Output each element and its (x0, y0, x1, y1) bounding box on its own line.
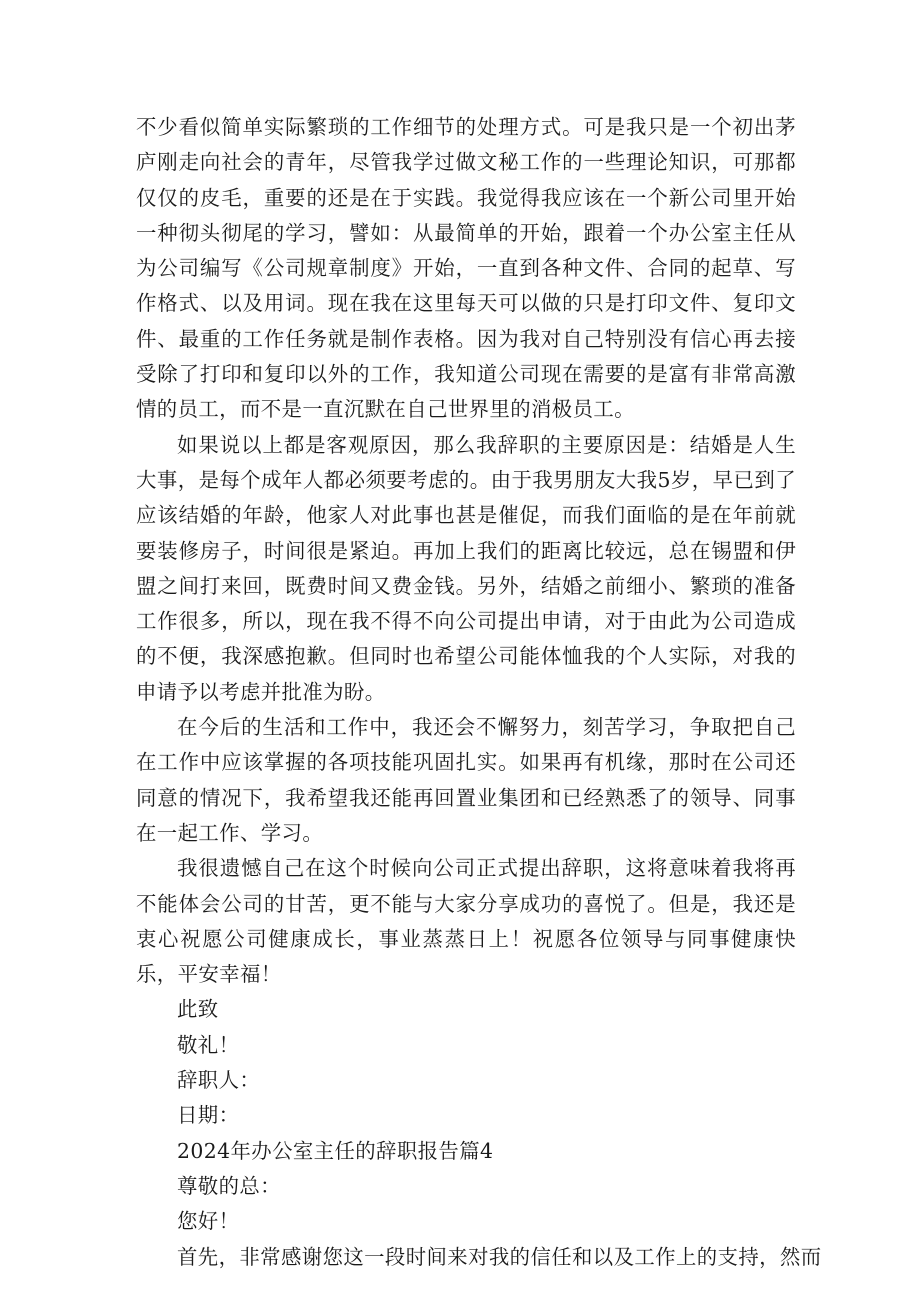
closing-respect: 敬礼！ (177, 1032, 240, 1057)
greeting-addressee: 尊敬的总： (177, 1173, 281, 1198)
paragraph-main-reason: 如果说以上都是客观原因，那么我辞职的主要原因是：结婚是人生大事，是每个成年人都必须要考虑的。由于我男朋友大我5岁，早已到了应该结婚的年龄，他家人对此事也甚是催促，而我们面临的是在年前就要装修房子，时间很是紧迫。再加上我们的距离比较远，总在锡盟和伊盟之间打来回，既费时间又费金钱。另外，结婚之前细小、繁琐的准备工作很多，所以，现在我不得不向公司提出申请，对于由此为公司造成的不便，我深感抱歉。但同时也希望公司能体恤我的个人实际，对我的申请予以考虑并批准为盼。 (136, 432, 796, 704)
section-heading: 2024年办公室主任的辞职报告篇4 (177, 1138, 494, 1163)
paragraph-continued: 不少看似简单实际繁琐的工作细节的处理方式。可是我只是一个初出茅庐刚走向社会的青年，尽管我学过做文秘工作的一些理论知识，可那都仅仅的皮毛，重要的还是在于实践。我觉得我应该在一个新公司里开始一种彻头彻尾的学习，譬如：从最简单的开始，跟着一个办公室主任从为公司编写《公司规章制度》开始，一直到各种文件、合同的起草、写作格式、以及用词。现在我在这里每天可以做的只是打印文件、复印文件、最重的工作任务就是制作表格。因为我对自己特别没有信心再去接受除了打印和复印以外的工作，我知道公司现在需要的是富有非常高激情的员工，而不是一直沉默在自己世界里的消极员工。 (136, 115, 796, 422)
paragraph-regret: 我很遗憾自己在这个时候向公司正式提出辞职，这将意味着我将再不能体会公司的甘苦，更不能与大家分享成功的喜悦了。但是，我还是衷心祝愿公司健康成长，事业蒸蒸日上！祝愿各位领导与同事健康快乐，平安幸福！ (136, 856, 796, 987)
document-body (136, 110, 822, 1275)
date-label: 日期： (177, 1103, 240, 1128)
final-paragraph: 首先，非常感谢您这一段时间来对我的信任和以及工作上的支持，然而 (177, 1244, 822, 1269)
closing-salutation: 此致 (177, 997, 219, 1022)
signature-label: 辞职人： (177, 1068, 261, 1093)
paragraph-future: 在今后的生活和工作中，我还会不懈努力，刻苦学习，争取把自己在工作中应该掌握的各项技能巩固扎实。如果再有机缘，那时在公司还同意的情况下，我希望我还能再回置业集团和已经熟悉了的领导、同事在一起工作、学习。 (136, 715, 796, 845)
greeting-hello: 您好！ (177, 1209, 240, 1234)
